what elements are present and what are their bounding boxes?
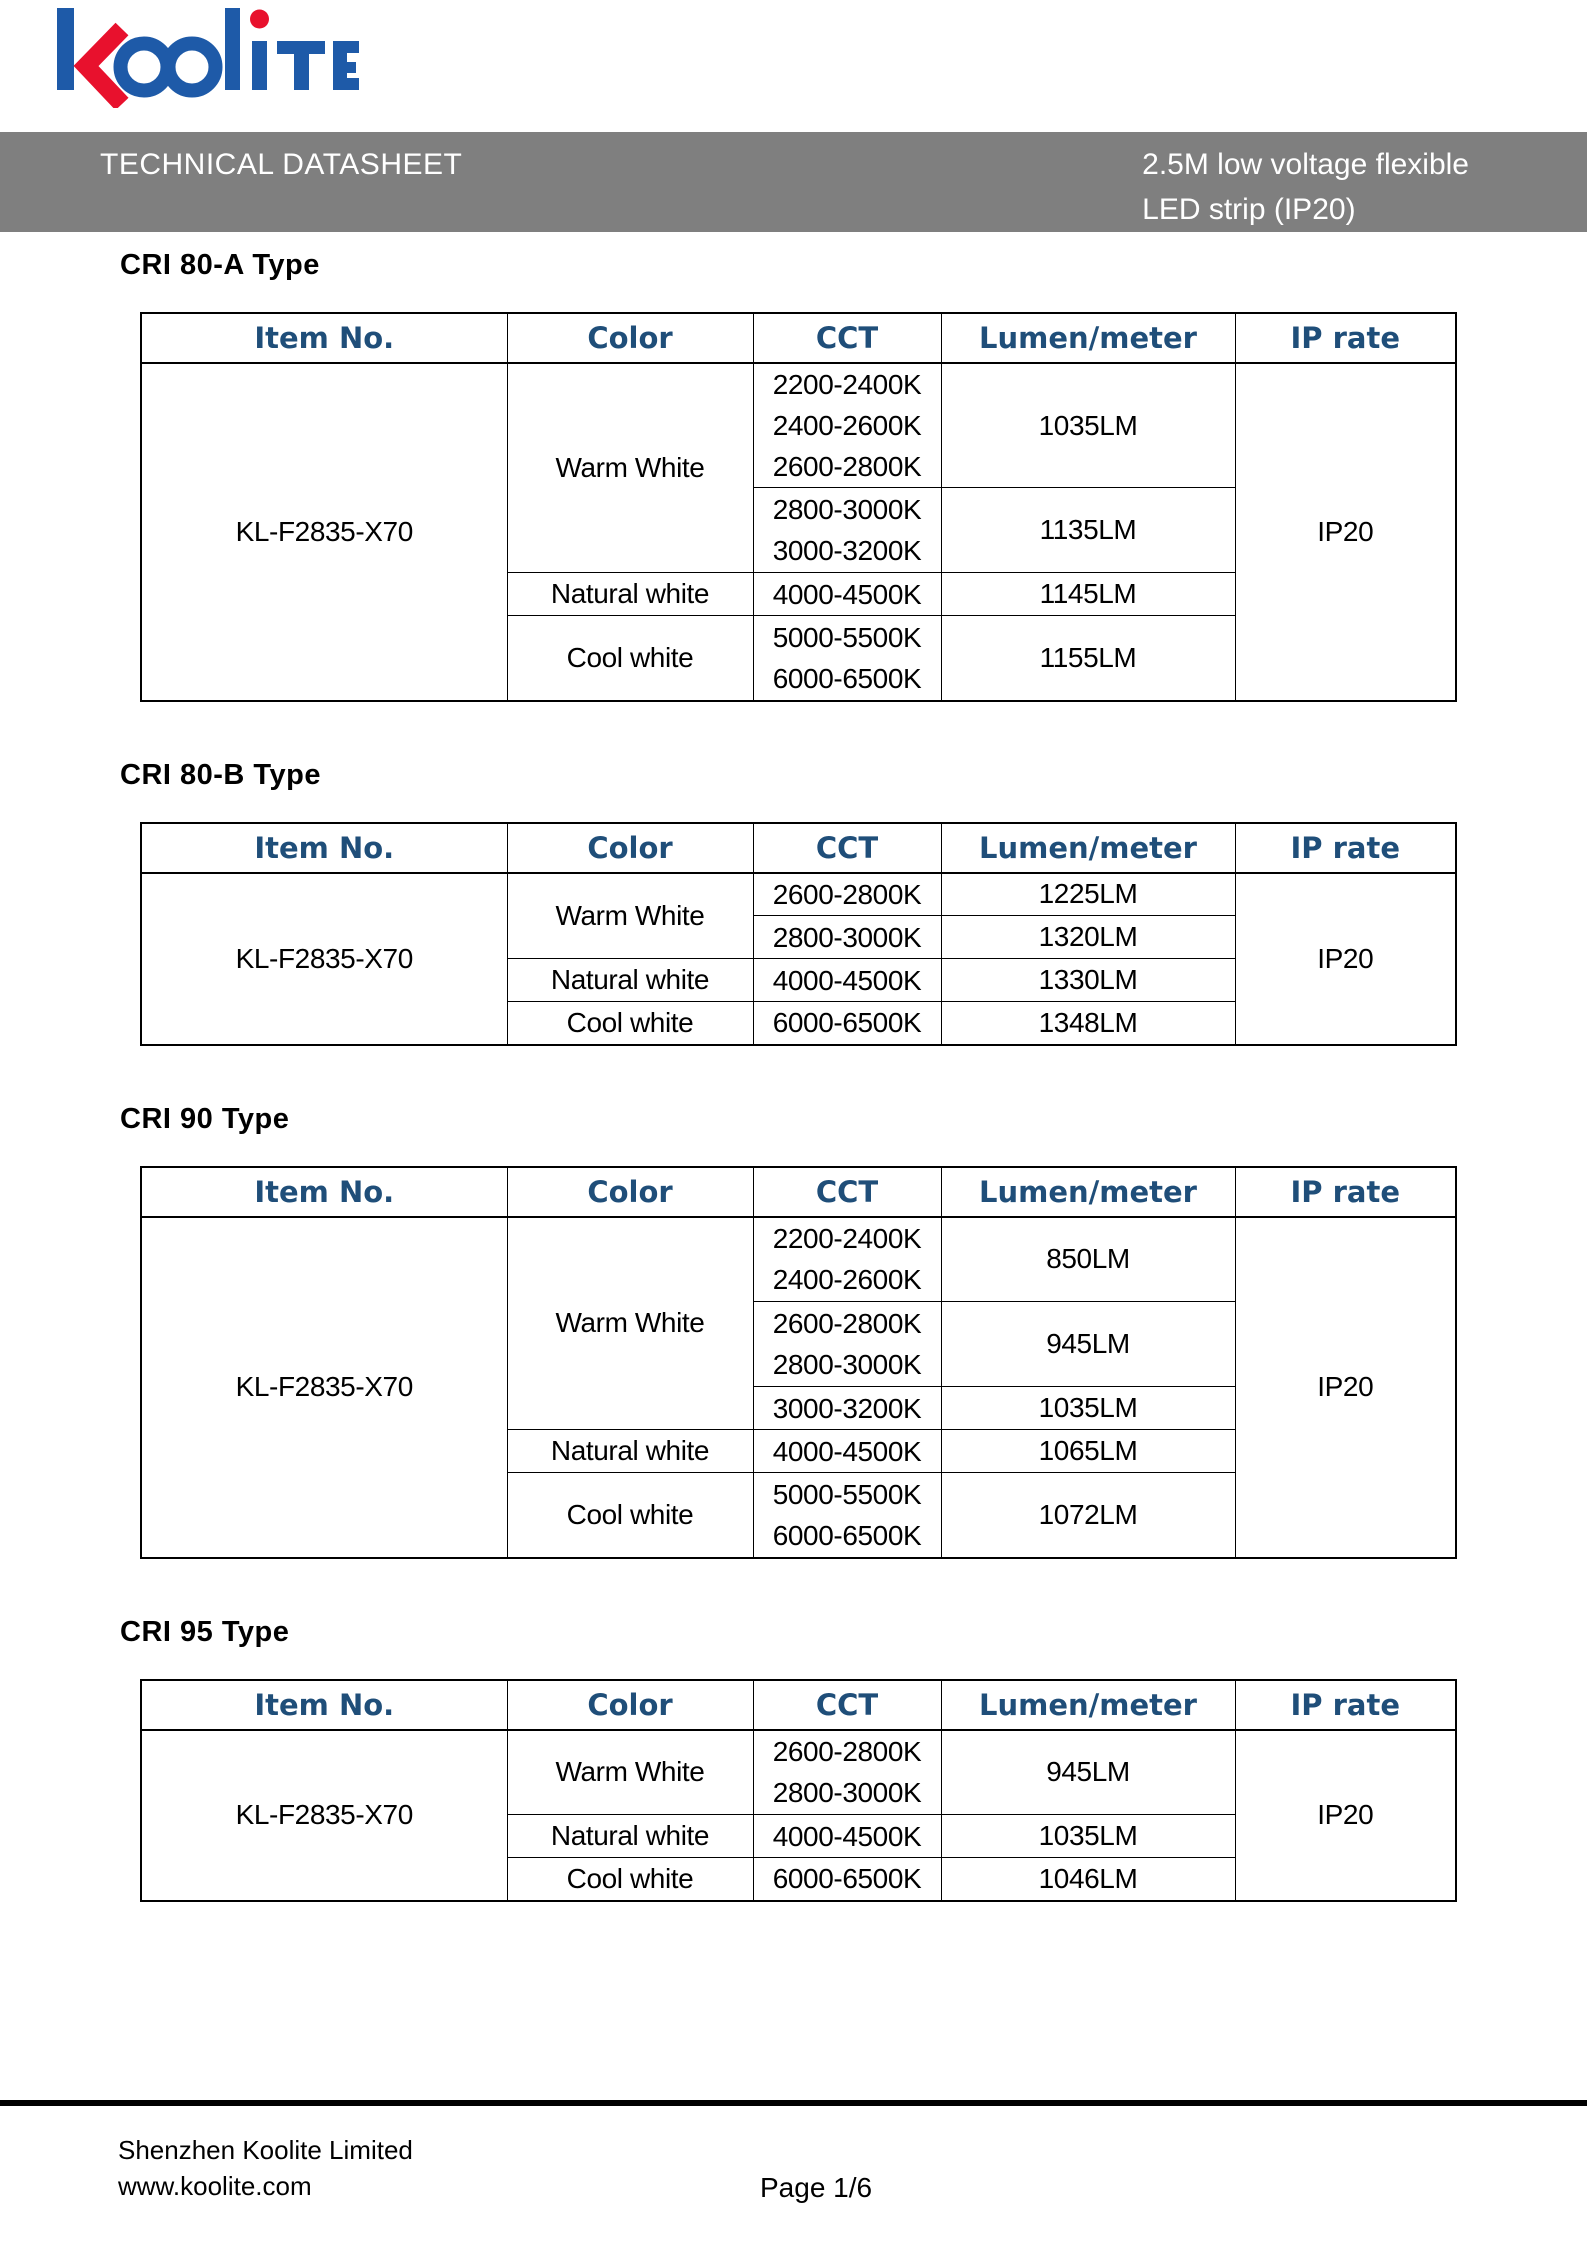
- item-no-cell: KL-F2835-X70: [141, 1730, 507, 1901]
- footer-company: Shenzhen Koolite Limited: [118, 2135, 413, 2165]
- cct-value: 4000-4500K: [772, 964, 922, 996]
- cct-cell: [753, 873, 941, 916]
- section-title: CRI 90 Type: [120, 1102, 290, 1135]
- cct-value: 6000-6500K: [772, 662, 922, 694]
- section-title: CRI 80-B Type: [120, 758, 321, 791]
- cct-value: 2800-3000K: [772, 1349, 922, 1380]
- cct-cell: [753, 488, 941, 573]
- spec-table: [140, 312, 1457, 702]
- lumen-cell: 1225LM: [941, 873, 1235, 916]
- cct-cell: [753, 1473, 941, 1558]
- lumen-cell: 945LM: [941, 1302, 1235, 1387]
- header-right-title: [1142, 142, 1469, 232]
- color-cell: Warm White: [507, 1730, 753, 1815]
- cct-cell: [753, 1858, 941, 1901]
- lumen-cell: 1035LM: [941, 1815, 1235, 1858]
- lumen-cell: 1320LM: [941, 916, 1235, 959]
- footer-divider: [0, 2100, 1587, 2106]
- lumen-cell: 1155LM: [941, 616, 1235, 701]
- column-header: Lumen/meter: [941, 823, 1235, 873]
- column-header: Item No.: [141, 823, 507, 873]
- logo-e-bottom: [333, 78, 359, 90]
- logo-e-top: [333, 41, 359, 53]
- column-header: IP rate: [1235, 1680, 1456, 1730]
- cct-value: 2200-2400K: [772, 1223, 922, 1255]
- lumen-cell: 1348LM: [941, 1002, 1235, 1045]
- table-row: [141, 1217, 1456, 1302]
- cct-cell: [753, 363, 941, 488]
- koolite-logo-graphic: [40, 6, 370, 108]
- table-row: [141, 1730, 1456, 1815]
- cct-value: 2600-2800K: [772, 1308, 922, 1339]
- color-cell: Cool white: [507, 1858, 753, 1901]
- color-cell: Warm White: [507, 873, 753, 959]
- cct-cell: [753, 1217, 941, 1302]
- color-cell: Natural white: [507, 573, 753, 616]
- cct-cell: [753, 1815, 941, 1858]
- cct-cell: [753, 916, 941, 959]
- cct-value: 2800-3000K: [772, 921, 922, 953]
- column-header: IP rate: [1235, 823, 1456, 873]
- column-header: IP rate: [1235, 1167, 1456, 1217]
- lumen-cell: 1035LM: [941, 1387, 1235, 1430]
- cct-value: 2400-2600K: [772, 410, 922, 441]
- cct-value: 6000-6500K: [772, 1007, 922, 1039]
- cct-cell: [753, 1730, 941, 1815]
- header-bar: [0, 132, 1587, 232]
- cct-value: 2600-2800K: [772, 451, 922, 482]
- lumen-cell: 1046LM: [941, 1858, 1235, 1901]
- column-header: CCT: [753, 823, 941, 873]
- cct-value: 2800-3000K: [772, 494, 922, 525]
- logo-k-stem: [57, 8, 74, 90]
- table-row: [141, 873, 1456, 916]
- header-row: [141, 1167, 1456, 1217]
- column-header: Color: [507, 823, 753, 873]
- logo-t-stem: [294, 41, 309, 90]
- color-cell: Cool white: [507, 1473, 753, 1558]
- cct-value: 2600-2800K: [772, 1736, 922, 1768]
- page-number: Page 1/6: [760, 2172, 873, 2203]
- table-row: [141, 363, 1456, 488]
- ip-rate-cell: IP20: [1235, 1217, 1456, 1558]
- spec-table: [140, 1679, 1457, 1902]
- lumen-cell: 850LM: [941, 1217, 1235, 1302]
- column-header: Color: [507, 1167, 753, 1217]
- cct-cell: [753, 1387, 941, 1430]
- ip-rate-cell: IP20: [1235, 873, 1456, 1045]
- lumen-cell: 1035LM: [941, 363, 1235, 488]
- cct-value: 2800-3000K: [772, 1777, 922, 1809]
- lumen-cell: 945LM: [941, 1730, 1235, 1815]
- column-header: IP rate: [1235, 313, 1456, 363]
- item-no-cell: KL-F2835-X70: [141, 1217, 507, 1558]
- color-cell: Warm White: [507, 1217, 753, 1430]
- cct-cell: [753, 1430, 941, 1473]
- item-no-cell: KL-F2835-X70: [141, 363, 507, 701]
- item-no-cell: KL-F2835-X70: [141, 873, 507, 1045]
- cct-value: 4000-4500K: [772, 578, 922, 610]
- cct-value: 3000-3200K: [772, 535, 922, 566]
- column-header: Item No.: [141, 1680, 507, 1730]
- ip-rate-cell: IP20: [1235, 363, 1456, 701]
- color-cell: Warm White: [507, 363, 753, 573]
- column-header: Color: [507, 313, 753, 363]
- color-cell: Natural white: [507, 959, 753, 1002]
- cct-value: 6000-6500K: [772, 1863, 922, 1895]
- cct-value: 5000-5500K: [772, 1478, 922, 1510]
- cct-value: 2200-2400K: [772, 369, 922, 400]
- cct-value: 4000-4500K: [772, 1820, 922, 1852]
- cct-value: 5000-5500K: [772, 621, 922, 653]
- header-left-title: TECHNICAL DATASHEET: [100, 148, 463, 181]
- color-cell: Cool white: [507, 616, 753, 701]
- cct-cell: [753, 1302, 941, 1387]
- logo-i-dot: [250, 10, 269, 29]
- lumen-cell: 1065LM: [941, 1430, 1235, 1473]
- lumen-cell: 1072LM: [941, 1473, 1235, 1558]
- color-cell: Natural white: [507, 1430, 753, 1473]
- header-right-line2: LED strip (IP20): [1142, 193, 1356, 226]
- logo-e-mid: [333, 62, 356, 73]
- column-header: Item No.: [141, 313, 507, 363]
- koolite-logo: [40, 6, 370, 108]
- cct-cell: [753, 573, 941, 616]
- logo-o2: [169, 44, 216, 91]
- cct-value: 3000-3200K: [772, 1392, 922, 1424]
- footer-website: www.koolite.com: [118, 2171, 312, 2201]
- cct-cell: [753, 1002, 941, 1045]
- logo-l-stem: [225, 8, 240, 90]
- header-row: [141, 1680, 1456, 1730]
- spec-table: [140, 822, 1457, 1046]
- column-header: Item No.: [141, 1167, 507, 1217]
- lumen-cell: 1145LM: [941, 573, 1235, 616]
- column-header: CCT: [753, 1680, 941, 1730]
- section-title: CRI 95 Type: [120, 1615, 290, 1648]
- logo-o1: [121, 44, 168, 91]
- column-header: Color: [507, 1680, 753, 1730]
- column-header: Lumen/meter: [941, 1680, 1235, 1730]
- color-cell: Natural white: [507, 1815, 753, 1858]
- cct-value: 6000-6500K: [772, 1519, 922, 1551]
- header-row: [141, 313, 1456, 363]
- section-title: CRI 80-A Type: [120, 249, 320, 281]
- column-header: Lumen/meter: [941, 313, 1235, 363]
- cct-value: 2600-2800K: [772, 878, 922, 910]
- cct-cell: [753, 616, 941, 701]
- cct-value: 4000-4500K: [772, 1435, 922, 1467]
- header-right-line1: 2.5M low voltage flexible: [1142, 148, 1469, 181]
- column-header: Lumen/meter: [941, 1167, 1235, 1217]
- logo-i-stem: [252, 41, 267, 90]
- cct-cell: [753, 959, 941, 1002]
- color-cell: Cool white: [507, 1002, 753, 1045]
- lumen-cell: 1330LM: [941, 959, 1235, 1002]
- ip-rate-cell: IP20: [1235, 1730, 1456, 1901]
- cct-value: 2400-2600K: [772, 1264, 922, 1296]
- header-row: [141, 823, 1456, 873]
- sections-container: [120, 248, 1480, 1902]
- column-header: CCT: [753, 1167, 941, 1217]
- column-header: CCT: [753, 313, 941, 363]
- spec-table: [140, 1166, 1457, 1559]
- lumen-cell: 1135LM: [941, 488, 1235, 573]
- footer: [118, 2132, 413, 2204]
